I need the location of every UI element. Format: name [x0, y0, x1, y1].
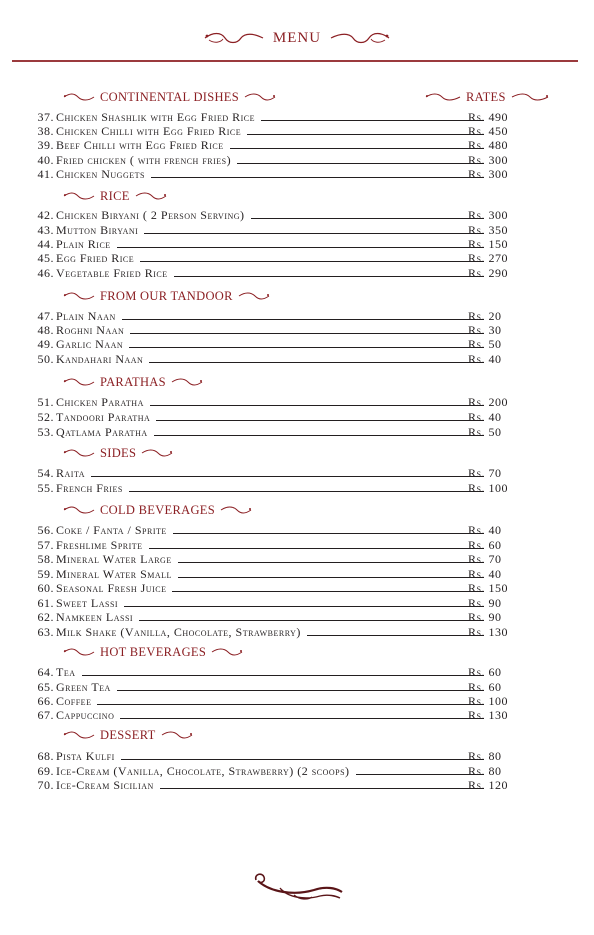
leader-line [120, 709, 484, 719]
item-number: 56. [37, 523, 54, 537]
item-price: Rs. 130 [468, 625, 508, 639]
item-price: Rs. 490 [468, 110, 508, 124]
menu-item [30, 625, 515, 639]
item-number: 53. [37, 425, 54, 439]
item-price: Rs. 200 [468, 395, 508, 409]
item-name: Chicken Chilli with Egg Fried Rice [56, 124, 242, 138]
menu-item [30, 764, 515, 778]
flourish-left-icon [424, 92, 462, 102]
item-number: 44. [37, 237, 54, 251]
menu-item [30, 337, 515, 351]
flourish-left-icon [62, 191, 96, 201]
leader-line [307, 626, 484, 636]
menu-item [30, 208, 515, 222]
item-number: 61. [37, 596, 54, 610]
item-price: Rs. 30 [468, 323, 502, 337]
item-name: Chicken Biryani ( 2 Person Serving) [56, 208, 245, 222]
item-name: Chicken Paratha [56, 395, 144, 409]
item-name: Ice-Cream (Vanilla, Chocolate, Strawberry) (2 scoops) [56, 764, 350, 778]
menu-item [30, 410, 515, 424]
item-number: 43. [37, 223, 54, 237]
item-price: Rs. 70 [468, 466, 502, 480]
menu-item [30, 153, 515, 167]
item-name: Pista Kulfi [56, 749, 115, 763]
flourish-right-icon [510, 92, 550, 102]
item-name: Garlic Naan [56, 337, 124, 351]
item-number: 68. [37, 749, 54, 763]
item-number: 70. [37, 778, 54, 792]
menu-item [30, 138, 515, 152]
menu-item [30, 266, 515, 280]
section-title: HOT BEVERAGES [100, 644, 207, 659]
item-price: Rs. 480 [468, 138, 508, 152]
item-number: 60. [37, 581, 54, 595]
item-name: Mineral Water Small [56, 567, 172, 581]
section-title: PARATHAS [100, 374, 166, 389]
leader-line [121, 750, 484, 760]
menu-item [30, 749, 515, 763]
flourish-right-icon [219, 505, 253, 515]
menu-item [30, 309, 515, 323]
leader-line [150, 396, 484, 406]
item-name: Namkeen Lassi [56, 610, 134, 624]
leader-line [129, 482, 484, 492]
leader-line [154, 426, 484, 436]
section-heading-cold-beverages [62, 502, 253, 518]
menu-item [30, 237, 515, 251]
menu-item [30, 665, 515, 679]
leader-line [230, 139, 484, 149]
leader-line [160, 779, 484, 789]
menu-item [30, 466, 515, 480]
item-name: Fried chicken ( with french fries) [56, 153, 232, 167]
item-number: 48. [37, 323, 54, 337]
item-name: Cappuccino [56, 708, 115, 722]
menu-item [30, 425, 515, 439]
item-price: Rs. 50 [468, 425, 502, 439]
item-price: Rs. 100 [468, 694, 508, 708]
leader-line [178, 568, 484, 578]
flourish-right-icon [210, 647, 244, 657]
item-name: French Fries [56, 481, 123, 495]
header-divider [12, 60, 578, 62]
item-price: Rs. 90 [468, 610, 502, 624]
item-number: 67. [37, 708, 54, 722]
item-name: Roghni Naan [56, 323, 125, 337]
item-name: Raita [56, 466, 85, 480]
item-price: Rs. 150 [468, 581, 508, 595]
menu-item [30, 110, 515, 124]
leader-line [117, 238, 484, 248]
item-number: 45. [37, 251, 54, 265]
menu-item [30, 124, 515, 138]
item-price: Rs. 100 [468, 481, 508, 495]
item-number: 55. [37, 481, 54, 495]
item-name: Coffee [56, 694, 92, 708]
item-price: Rs. 40 [468, 410, 502, 424]
leader-line [151, 168, 484, 178]
item-price: Rs. 130 [468, 708, 508, 722]
flourish-left-icon [62, 505, 96, 515]
leader-line [156, 411, 484, 421]
item-price: Rs. 270 [468, 251, 508, 265]
item-number: 42. [37, 208, 54, 222]
menu-item [30, 167, 515, 181]
flourish-left-icon [203, 30, 265, 46]
section-title: SIDES [100, 445, 137, 460]
item-name: Tea [56, 665, 76, 679]
item-name: Kandahari Naan [56, 352, 144, 366]
leader-line [178, 553, 484, 563]
item-number: 64. [37, 665, 54, 679]
item-number: 52. [37, 410, 54, 424]
item-name: Egg Fried Rice [56, 251, 135, 265]
section-title: RICE [100, 188, 130, 203]
item-name: Plain Rice [56, 237, 111, 251]
item-number: 62. [37, 610, 54, 624]
item-price: Rs. 80 [468, 764, 502, 778]
leader-line [251, 209, 484, 219]
item-price: Rs. 150 [468, 237, 508, 251]
item-number: 40. [37, 153, 54, 167]
item-price: Rs. 450 [468, 124, 508, 138]
leader-line [173, 524, 484, 534]
item-number: 46. [37, 266, 54, 280]
menu-item [30, 323, 515, 337]
menu-item [30, 778, 515, 792]
item-price: Rs. 40 [468, 567, 502, 581]
flourish-left-icon [62, 448, 96, 458]
item-number: 50. [37, 352, 54, 366]
leader-line [247, 125, 484, 135]
item-price: Rs. 60 [468, 538, 502, 552]
leader-line [117, 681, 484, 691]
item-name: Milk Shake (Vanilla, Chocolate, Strawberry) [56, 625, 301, 639]
item-price: Rs. 90 [468, 596, 502, 610]
item-number: 66. [37, 694, 54, 708]
menu-item [30, 523, 515, 537]
menu-item [30, 596, 515, 610]
item-price: Rs. 20 [468, 309, 502, 323]
leader-line [82, 666, 485, 676]
leader-line [149, 539, 484, 549]
menu-item [30, 567, 515, 581]
section-title: DESSERT [100, 727, 156, 742]
menu-item [30, 352, 515, 366]
item-price: Rs. 120 [468, 778, 508, 792]
flourish-right-icon [140, 448, 174, 458]
leader-line [130, 324, 484, 334]
menu-item [30, 708, 515, 722]
flourish-right-icon [243, 92, 277, 102]
item-name: Beef Chilli with Egg Fried Rice [56, 138, 224, 152]
item-name: Mineral Water Large [56, 552, 172, 566]
item-name: Freshlime Sprite [56, 538, 143, 552]
item-price: Rs. 300 [468, 153, 508, 167]
menu-item [30, 694, 515, 708]
page-title: MENU [272, 29, 322, 46]
item-number: 39. [37, 138, 54, 152]
item-number: 38. [37, 124, 54, 138]
leader-line [124, 597, 484, 607]
item-price: Rs. 40 [468, 523, 502, 537]
flourish-left-icon [62, 291, 96, 301]
item-number: 63. [37, 625, 54, 639]
leader-line [97, 695, 484, 705]
item-number: 65. [37, 680, 54, 694]
menu-item [30, 680, 515, 694]
leader-line [144, 224, 484, 234]
item-number: 69. [37, 764, 54, 778]
flourish-right-icon [134, 191, 168, 201]
flourish-right-icon [237, 291, 271, 301]
leader-line [91, 467, 484, 477]
item-price: Rs. 60 [468, 665, 502, 679]
leader-line [122, 310, 484, 320]
menu-item [30, 610, 515, 624]
item-number: 41. [37, 167, 54, 181]
leader-line [261, 111, 484, 121]
item-number: 37. [37, 110, 54, 124]
flourish-right-icon [329, 30, 391, 46]
item-number: 51. [37, 395, 54, 409]
flourish-left-icon [62, 730, 96, 740]
menu-item [30, 581, 515, 595]
item-name: Chicken Shashlik with Egg Fried Rice [56, 110, 255, 124]
item-name: Coke / Fanta / Sprite [56, 523, 167, 537]
item-number: 59. [37, 567, 54, 581]
menu-item [30, 538, 515, 552]
bottom-flourish-icon [250, 870, 346, 902]
menu-item [30, 481, 515, 495]
menu-item [30, 223, 515, 237]
leader-line [237, 154, 484, 164]
section-heading-dessert [62, 727, 194, 743]
section-title: FROM OUR TANDOOR [100, 288, 233, 303]
leader-line [174, 267, 484, 277]
section-heading-sides [62, 445, 174, 461]
menu-item [30, 395, 515, 409]
item-number: 58. [37, 552, 54, 566]
section-heading-continental [62, 89, 277, 105]
item-price: Rs. 290 [468, 266, 508, 280]
item-number: 54. [37, 466, 54, 480]
section-heading-tandoor [62, 288, 271, 304]
item-name: Vegetable Fried Rice [56, 266, 168, 280]
section-title: CONTINENTAL DISHES [100, 89, 239, 104]
item-name: Plain Naan [56, 309, 116, 323]
item-name: Sweet Lassi [56, 596, 119, 610]
section-heading-parathas [62, 374, 204, 390]
leader-line [129, 338, 484, 348]
item-name: Ice-Cream Sicilian [56, 778, 154, 792]
item-name: Mutton Biryani [56, 223, 139, 237]
item-name: Seasonal Fresh Juice [56, 581, 167, 595]
item-price: Rs. 50 [468, 337, 502, 351]
section-heading-hot-beverages [62, 644, 244, 660]
menu-item [30, 251, 515, 265]
flourish-left-icon [62, 92, 96, 102]
leader-line [356, 765, 484, 775]
item-price: Rs. 70 [468, 552, 502, 566]
item-price: Rs. 350 [468, 223, 508, 237]
flourish-left-icon [62, 647, 96, 657]
flourish-left-icon [62, 377, 96, 387]
rates-heading [424, 89, 550, 105]
item-price: Rs. 40 [468, 352, 502, 366]
menu-item [30, 552, 515, 566]
section-heading-rice [62, 188, 168, 204]
item-name: Chicken Nuggets [56, 167, 145, 181]
item-price: Rs. 300 [468, 208, 508, 222]
item-number: 49. [37, 337, 54, 351]
item-price: Rs. 300 [468, 167, 508, 181]
section-title: COLD BEVERAGES [100, 502, 215, 517]
item-name: Tandoori Paratha [56, 410, 151, 424]
leader-line [172, 582, 484, 592]
leader-line [140, 252, 484, 262]
leader-line [149, 353, 484, 363]
item-number: 57. [37, 538, 54, 552]
item-name: Green Tea [56, 680, 111, 694]
item-price: Rs. 80 [468, 749, 502, 763]
rates-label: RATES [466, 89, 506, 104]
item-name: Qatlama Paratha [56, 425, 148, 439]
item-price: Rs. 60 [468, 680, 502, 694]
flourish-right-icon [160, 730, 194, 740]
leader-line [139, 611, 484, 621]
item-number: 47. [37, 309, 54, 323]
flourish-right-icon [170, 377, 204, 387]
menu-header [0, 26, 594, 50]
